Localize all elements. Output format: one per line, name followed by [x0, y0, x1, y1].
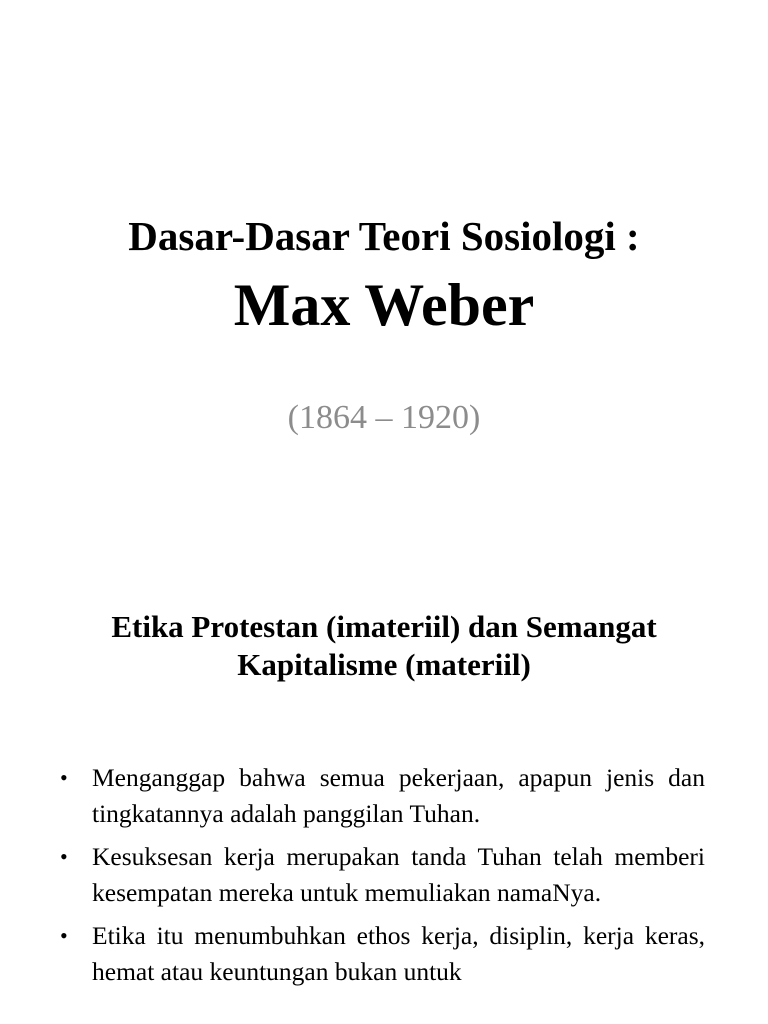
lifespan-years: (1864 – 1920): [287, 399, 481, 436]
bullet-marker: •: [60, 923, 68, 948]
section-heading: [40, 608, 728, 684]
bullet-text: Kesuksesan kerja merupakan tanda Tuhan telah memberi kesempatan mereka untuk memuliakan namaNya.: [92, 842, 705, 907]
list-item: [60, 839, 705, 910]
content-slide: [0, 540, 768, 1024]
list-item: [60, 918, 705, 989]
bullet-text: Menganggap bahwa semua pekerjaan, apapun jenis dan tingkatannya adalah panggilan Tuhan.: [92, 763, 705, 828]
slide-title-name: Max Weber: [233, 272, 535, 338]
section-heading-line1: Etika Protestan (imateriil) dan Semangat: [111, 609, 657, 644]
bullet-marker: •: [60, 844, 68, 869]
bullet-list: [60, 760, 705, 997]
bullet-text: Etika itu menumbuhkan ethos kerja, disiplin, kerja keras, hemat atau keuntungan bukan untuk: [92, 921, 705, 986]
slide-title-subject: Dasar-Dasar Teori Sosiologi :: [128, 213, 640, 259]
list-item: [60, 760, 705, 831]
bullet-marker: •: [60, 765, 68, 790]
section-heading-line2: Kapitalisme (materiil): [237, 647, 531, 682]
